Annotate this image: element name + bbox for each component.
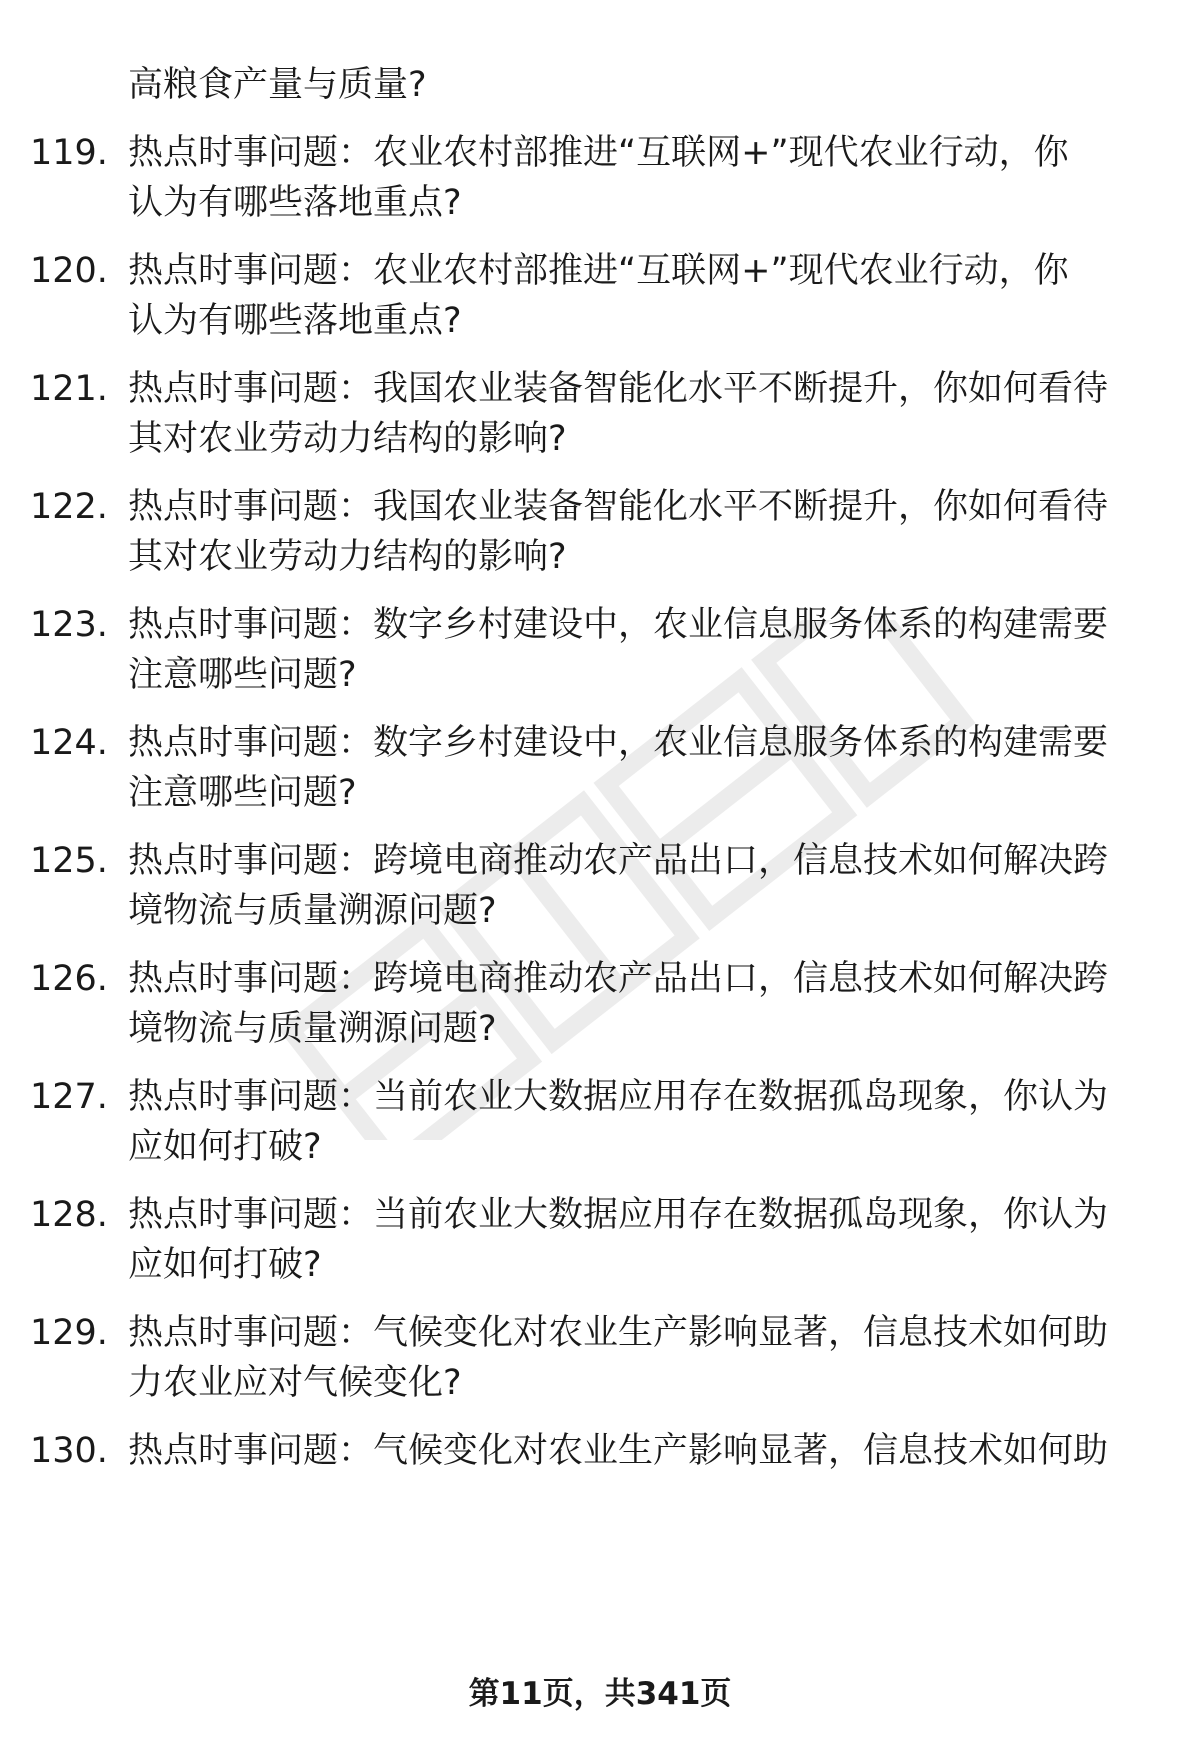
item-line: 热点时事问题：跨境电商推动农产品出口，信息技术如何解决跨 (128, 841, 1109, 881)
item-text (128, 718, 1138, 818)
item-number: 125. (30, 841, 108, 881)
item-line: 认为有哪些落地重点? (128, 183, 462, 223)
item-line: 其对农业劳动力结构的影响? (128, 537, 567, 577)
item-line: 热点时事问题：气候变化对农业生产影响显著，信息技术如何助 (128, 1313, 1109, 1353)
item-text (128, 1426, 1138, 1476)
item-line: 其对农业劳动力结构的影响? (128, 419, 567, 459)
item-text (128, 482, 1138, 582)
item-number: 128. (30, 1195, 108, 1235)
item-number: 124. (30, 723, 108, 763)
item-text (128, 246, 1138, 346)
item-text (128, 1190, 1138, 1290)
item-text (128, 600, 1138, 700)
page-footer: 第11页，共341页 (468, 1676, 732, 1712)
item-line: 应如何打破? (128, 1245, 322, 1285)
item-number: 122. (30, 487, 108, 527)
item-line: 热点时事问题：数字乡村建设中，农业信息服务体系的构建需要 (128, 723, 1109, 763)
item-number: 126. (30, 959, 108, 999)
item-number: 121. (30, 369, 108, 409)
item-line: 热点时事问题：跨境电商推动农产品出口，信息技术如何解决跨 (128, 959, 1109, 999)
item-number: 127. (30, 1077, 108, 1117)
item-number: 123. (30, 605, 108, 645)
item-line: 认为有哪些落地重点? (128, 301, 462, 341)
item-text (128, 1308, 1138, 1408)
item-text (128, 364, 1138, 464)
item-line: 热点时事问题：农业农村部推进“互联网+”现代农业行动，你 (128, 251, 1069, 291)
item-line: 热点时事问题：我国农业装备智能化水平不断提升，你如何看待 (128, 487, 1109, 527)
continuation-text: 高粮食产量与质量? (128, 65, 427, 105)
item-line: 热点时事问题：我国农业装备智能化水平不断提升，你如何看待 (128, 369, 1109, 409)
item-number: 130. (30, 1431, 108, 1471)
item-line: 热点时事问题：农业农村部推进“互联网+”现代农业行动，你 (128, 133, 1069, 173)
item-line: 注意哪些问题? (128, 655, 357, 695)
item-text (128, 128, 1138, 228)
item-line: 注意哪些问题? (128, 773, 357, 813)
item-number: 119. (30, 133, 108, 173)
item-text (128, 1072, 1138, 1172)
item-number: 120. (30, 251, 108, 291)
item-line: 热点时事问题：当前农业大数据应用存在数据孤岛现象，你认为 (128, 1077, 1109, 1117)
item-line: 热点时事问题：当前农业大数据应用存在数据孤岛现象，你认为 (128, 1195, 1109, 1235)
item-number: 129. (30, 1313, 108, 1353)
item-line: 境物流与质量溯源问题? (128, 1009, 497, 1049)
item-line: 应如何打破? (128, 1127, 322, 1167)
item-line: 热点时事问题：气候变化对农业生产影响显著，信息技术如何助 (128, 1431, 1109, 1471)
item-line: 境物流与质量溯源问题? (128, 891, 497, 931)
item-line: 热点时事问题：数字乡村建设中，农业信息服务体系的构建需要 (128, 605, 1109, 645)
item-text (128, 836, 1138, 936)
item-text (128, 954, 1138, 1054)
item-line: 力农业应对气候变化? (128, 1363, 462, 1403)
